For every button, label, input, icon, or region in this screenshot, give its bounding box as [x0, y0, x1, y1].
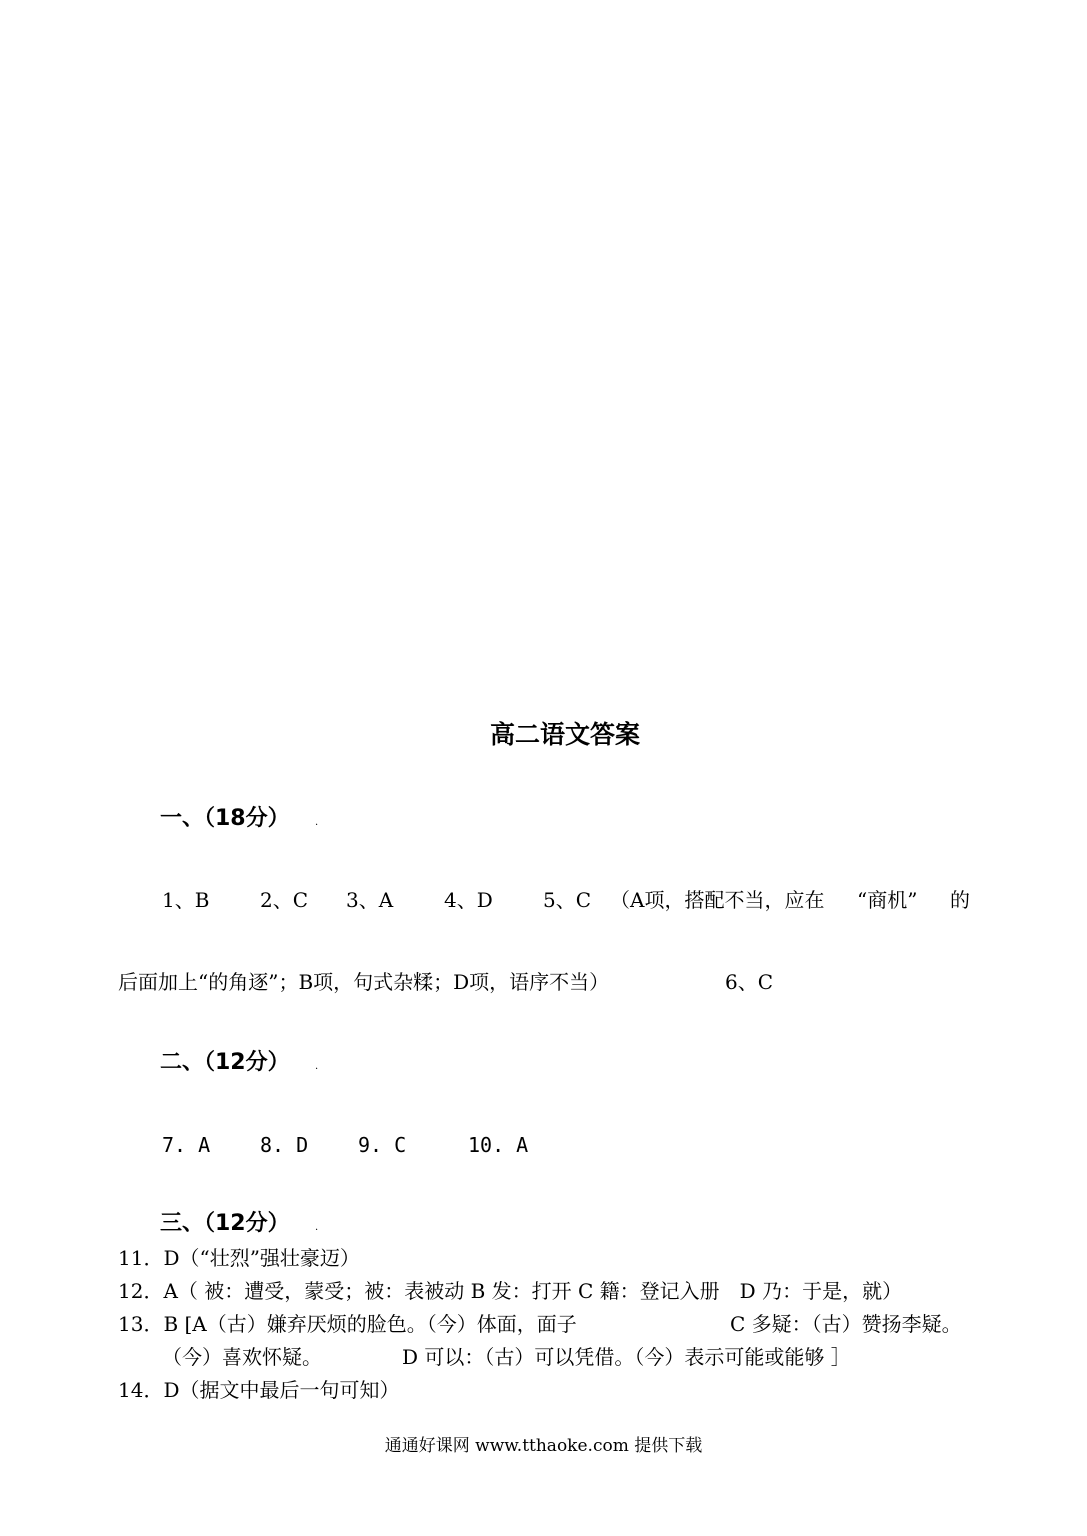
answer-3: 3、A	[346, 888, 394, 912]
answer-9: 9. C	[358, 1133, 407, 1157]
answer-14: 14．D（据文中最后一句可知）	[118, 1378, 400, 1402]
section-1-heading: 一、（18分）	[160, 806, 290, 831]
answer-4: 4、D	[444, 888, 493, 912]
page-title: 高二语文答案	[490, 720, 641, 749]
answer-12: 12．A（ 被：遭受，蒙受；被：表被动 B 发：打开 C 籍：登记入册 D 乃：于是，就）	[118, 1279, 903, 1303]
section-3-marker: .	[315, 1222, 319, 1233]
answer-2: 2、C	[260, 888, 309, 912]
answer-5-explanation-part-2: “商机”	[857, 888, 918, 912]
answer-11: 11．D（“壮烈”强壮豪迈）	[118, 1246, 360, 1270]
answer-1: 1、B	[162, 888, 210, 912]
answer-5-explanation-part-3: 的	[950, 888, 970, 912]
answer-7: 7. A	[162, 1133, 211, 1157]
answer-5-continued: 后面加上“的角逐”；B项，句式杂糅；D项，语序不当）	[118, 970, 610, 994]
footer-credit: 通通好课网 www.tthaoke.com 提供下载	[384, 1436, 703, 1456]
answer-6: 6、C	[725, 970, 774, 994]
answer-5: 5、C	[543, 888, 592, 912]
answer-13-option-c: C 多疑：（古）赞扬李疑。	[730, 1312, 962, 1336]
section-2-heading: 二、（12分）	[160, 1050, 290, 1075]
section-3-heading: 三、（12分）	[160, 1211, 290, 1236]
answer-8: 8. D	[260, 1133, 309, 1157]
answer-13-option-c-modern: （今）喜欢怀疑。	[162, 1345, 322, 1369]
section-1-marker: .	[315, 817, 319, 828]
answer-13-option-d: D 可以：（古）可以凭借。（今）表示可能或能够 ］	[402, 1345, 851, 1369]
answer-5-explanation	[610, 890, 970, 910]
answer-13: 13．B [A（古）嫌弃厌烦的脸色。（今）体面，面子	[118, 1312, 577, 1336]
answer-5-explanation-part-1: （A项，搭配不当，应在	[610, 888, 825, 912]
answer-10: 10. A	[468, 1133, 529, 1157]
section-2-marker: .	[315, 1061, 319, 1072]
